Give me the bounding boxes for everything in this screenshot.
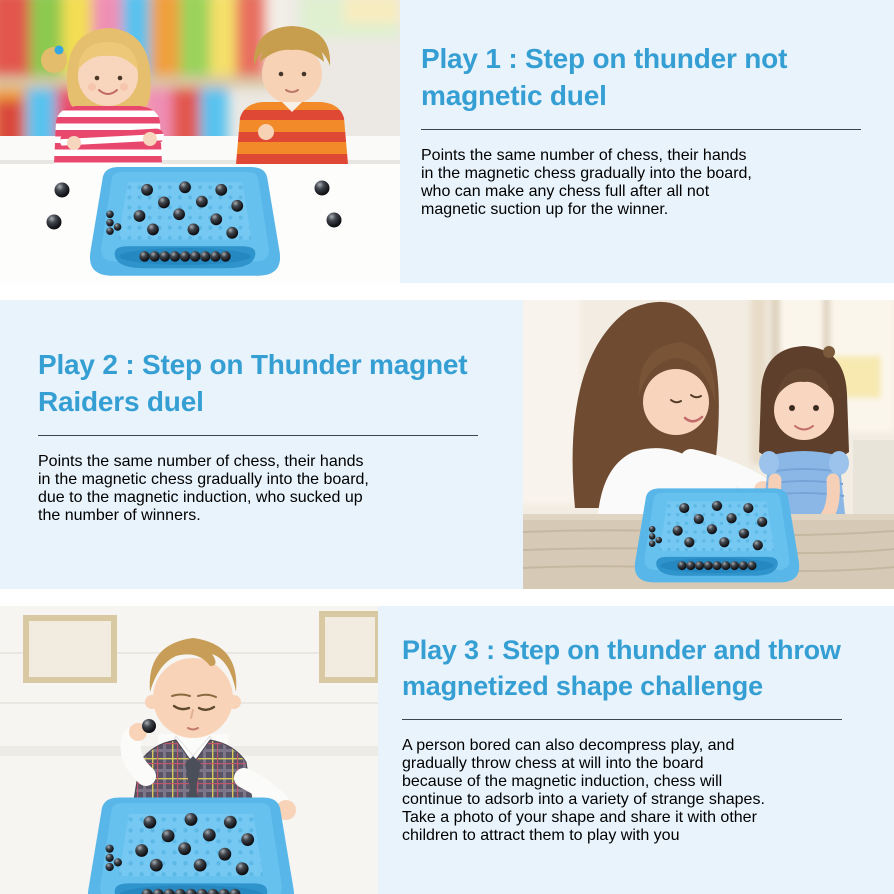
body-line: in the magnetic chess gradually into the board, <box>421 165 752 182</box>
boy-playing-photo <box>0 606 378 894</box>
magnet-ball-in-hand <box>142 719 156 733</box>
body-line: magnetic suction up for the winner. <box>421 201 669 218</box>
text-play-3 <box>378 606 870 894</box>
game-board <box>88 797 294 894</box>
play-3-title <box>402 632 870 704</box>
mother-daughter-photo <box>523 300 894 589</box>
body-line: who can make any chess full after all not <box>421 183 710 200</box>
body-line: Points the same number of chess, their hands <box>421 147 747 164</box>
section-play-1 <box>0 0 894 283</box>
play-1-title <box>421 40 870 114</box>
chair <box>853 440 894 520</box>
divider-line <box>38 435 478 436</box>
photo-play-2 <box>523 300 894 589</box>
title-line: Play 1 : Step on thunder not <box>421 43 788 74</box>
body-line: because of the magnetic induction, chess will <box>402 773 723 790</box>
photo-play-3 <box>0 606 378 894</box>
body-line: gradually throw chess at will into the board <box>402 755 704 772</box>
body-line: A person bored can also decompress play, and <box>402 737 735 754</box>
title-line: Play 3 : Step on thunder and throw <box>402 635 841 665</box>
body-line: Points the same number of chess, their hands <box>38 453 364 470</box>
body-line: Take a photo of your shape and share it with other <box>402 809 757 826</box>
section-play-2 <box>0 300 894 589</box>
divider-line <box>421 129 861 130</box>
title-line: magnetic duel <box>421 80 607 111</box>
body-line: due to the magnetic induction, who sucked up <box>38 489 363 506</box>
title-line: Raiders duel <box>38 386 204 417</box>
picture-frame <box>322 614 378 680</box>
title-line: Play 2 : Step on Thunder magnet <box>38 349 468 380</box>
text-play-2 <box>0 300 490 589</box>
body-line: in the magnetic chess gradually into the board, <box>38 471 369 488</box>
two-kids-playing-photo <box>0 0 400 283</box>
title-line: magnetized shape challenge <box>402 671 763 701</box>
body-line: continue to adsorb into a variety of strange shapes. <box>402 791 765 808</box>
body-line: children to attract them to play with you <box>402 827 680 844</box>
divider-line <box>402 719 842 720</box>
play-2-title <box>38 346 490 420</box>
game-board <box>635 488 799 582</box>
text-play-1 <box>400 0 870 283</box>
photo-play-1 <box>0 0 400 283</box>
body-line: the number of winners. <box>38 507 201 524</box>
game-board <box>90 167 280 276</box>
section-play-3 <box>0 606 894 894</box>
picture-frame <box>26 618 114 680</box>
